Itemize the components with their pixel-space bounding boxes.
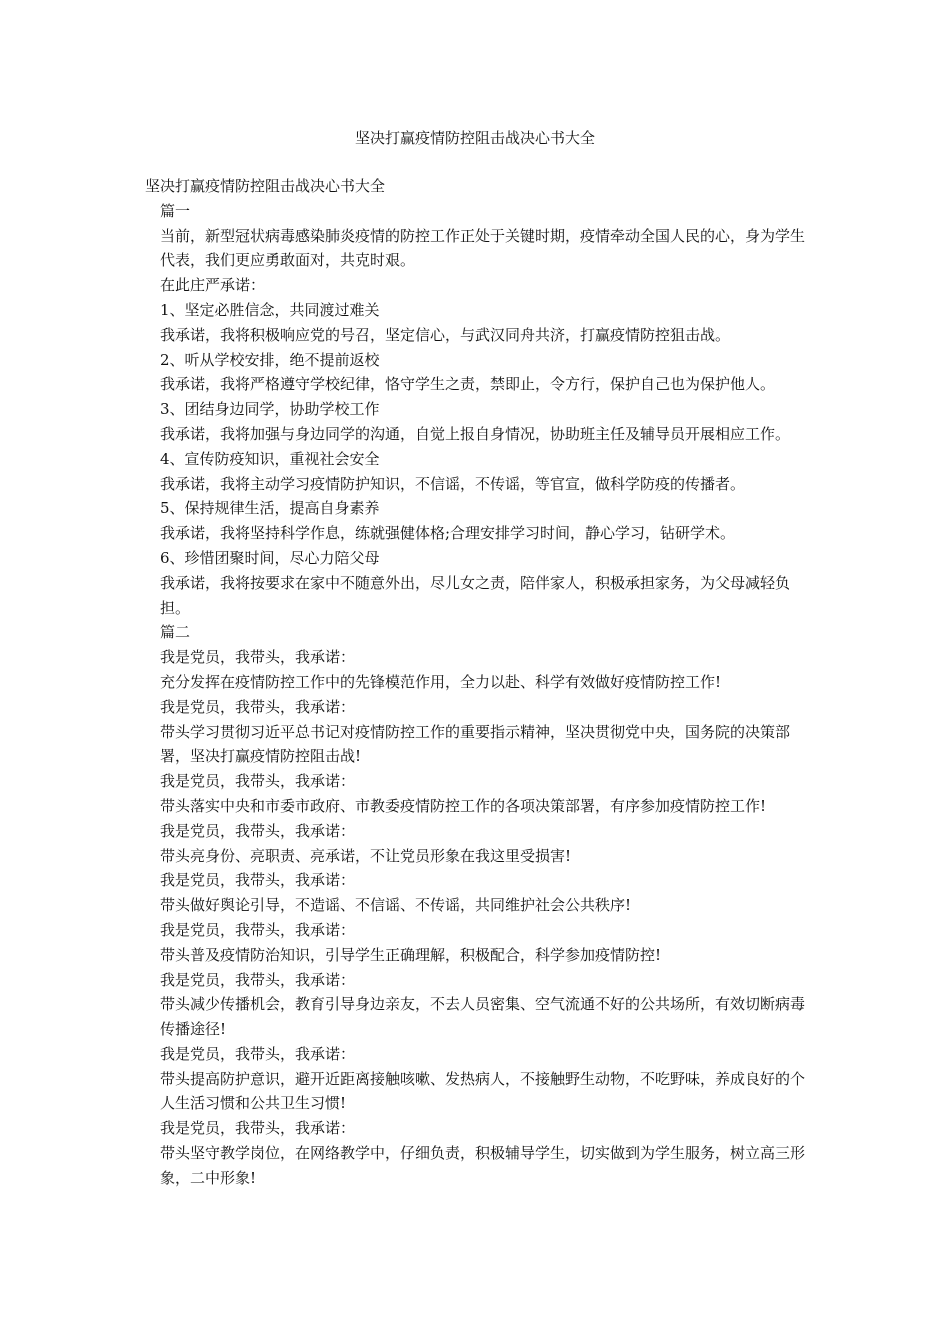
paragraph-line: 我是党员，我带头，我承诺： bbox=[160, 871, 356, 890]
paragraph-line: 我是党员，我带头，我承诺： bbox=[160, 1119, 356, 1138]
paragraph-line: 我承诺，我将主动学习疫情防护知识，不信谣，不传谣，等官宣，做科学防疫的传播者。 bbox=[160, 474, 746, 493]
document-body bbox=[145, 174, 805, 1191]
paragraph-line: 坚决打赢疫情防控阻击战决心书大全 bbox=[145, 177, 386, 195]
paragraph-line: 我承诺，我将按要求在家中不随意外出，尽儿女之责，陪伴家人，积极承担家务，为父母减轻负担。 bbox=[160, 573, 791, 617]
paragraph-line: 我承诺，我将加强与身边同学的沟通，自觉上报自身情况，协助班主任及辅导员开展相应工作。 bbox=[160, 424, 791, 443]
paragraph-line: 我是党员，我带头，我承诺： bbox=[160, 772, 356, 791]
paragraph-line: 我是党员，我带头，我承诺： bbox=[160, 970, 356, 989]
paragraph-line: 3、团结身边同学，协助学校工作 bbox=[160, 400, 380, 419]
paragraph-line: 篇二 bbox=[160, 623, 191, 642]
paragraph-line: 我是党员，我带头，我承诺： bbox=[160, 648, 356, 667]
paragraph-line: 带头提高防护意识，避开近距离接触咳嗽、发热病人，不接触野生动物，不吃野味，养成良好的个人生活习惯和公共卫生习惯! bbox=[160, 1069, 806, 1113]
paragraph-line: 我是党员，我带头，我承诺： bbox=[160, 920, 356, 939]
paragraph-line: 我承诺，我将严格遵守学校纪律，恪守学生之责，禁即止，令方行，保护自己也为保护他人。 bbox=[160, 375, 776, 394]
paragraph-line: 我是党员，我带头，我承诺： bbox=[160, 821, 356, 840]
paragraph-line: 我是党员，我带头，我承诺： bbox=[160, 697, 356, 716]
paragraph-line: 充分发挥在疫情防控工作中的先锋模范作用，全力以赴、科学有效做好疫情防控工作! bbox=[160, 672, 722, 691]
paragraph-line: 我承诺，我将坚持科学作息，练就强健体格;合理安排学习时间，静心学习，钻研学术。 bbox=[160, 524, 736, 543]
paragraph-line: 我承诺，我将积极响应党的号召，坚定信心，与武汉同舟共济，打赢疫情防控狙击战。 bbox=[160, 325, 731, 344]
paragraph-line: 6、珍惜团聚时间，尽心力陪父母 bbox=[160, 548, 380, 567]
paragraph-line: 5、保持规律生活，提高自身素养 bbox=[160, 499, 380, 518]
paragraph-line: 带头落实中央和市委市政府、市教委疫情防控工作的各项决策部署，有序参加疫情防控工作! bbox=[160, 796, 767, 815]
paragraph-line: 4、宣传防疫知识，重视社会安全 bbox=[160, 449, 380, 468]
paragraph-line: 带头普及疫情防治知识，引导学生正确理解，积极配合，科学参加疫情防控! bbox=[160, 945, 662, 964]
paragraph-line: 篇一 bbox=[160, 201, 191, 220]
paragraph-line: 带头坚守教学岗位，在网络教学中，仔细负责，积极辅导学生，切实做到为学生服务，树立高三形象，二中形象! bbox=[160, 1144, 806, 1187]
paragraph-line: 2、听从学校安排，绝不提前返校 bbox=[160, 350, 380, 369]
paragraph-line: 当前，新型冠状病毒感染肺炎疫情的防控工作正处于关键时期，疫情牵动全国人民的心，身为学生代表，我们更应勇敢面对，共克时艰。 bbox=[160, 226, 806, 270]
paragraph-line: 在此庄严承诺： bbox=[160, 276, 266, 295]
paragraph-line: 带头亮身份、亮职责、亮承诺，不让党员形象在我这里受损害! bbox=[160, 846, 572, 865]
document-title: 坚决打赢疫情防控阻击战决心书大全 bbox=[354, 129, 595, 147]
paragraph-line: 带头减少传播机会，教育引导身边亲友，不去人员密集、空气流通不好的公共场所，有效切断病毒传播途径! bbox=[160, 995, 806, 1039]
paragraph-line: 带头学习贯彻习近平总书记对疫情防控工作的重要指示精神，坚决贯彻党中央，国务院的决策部署，坚决打赢疫情防控阻击战! bbox=[160, 722, 791, 766]
paragraph-line: 我是党员，我带头，我承诺： bbox=[160, 1044, 356, 1063]
paragraph-line: 带头做好舆论引导，不造谣、不信谣、不传谣，共同维护社会公共秩序! bbox=[160, 896, 632, 915]
paragraph-line: 1、坚定必胜信念，共同渡过难关 bbox=[160, 300, 380, 319]
